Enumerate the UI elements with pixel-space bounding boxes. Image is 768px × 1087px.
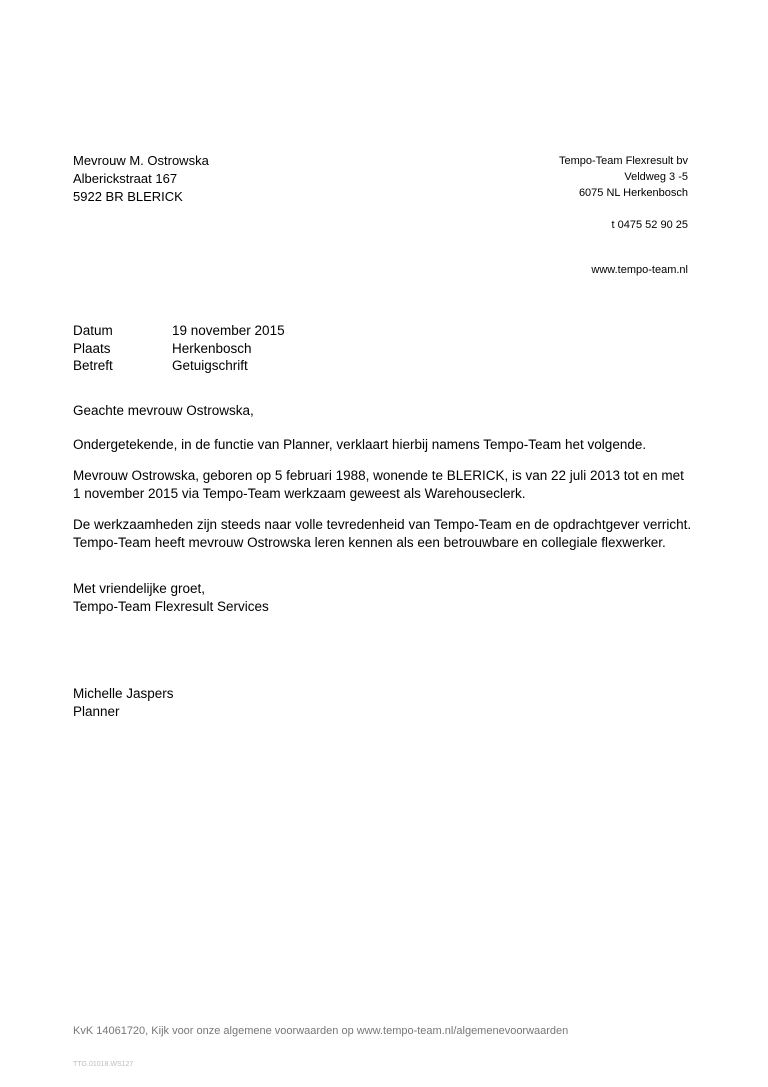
paragraph-1: Ondergetekende, in de functie van Planner, verklaart hierbij namens Tempo-Team het volgende. [73,437,647,452]
recipient-city: 5922 BR BLERICK [73,189,183,204]
meta-date-label: Datum [73,323,113,338]
closing-greeting: Met vriendelijke groet, [73,581,206,596]
salutation: Geachte mevrouw Ostrowska, [73,403,254,418]
signature-block [73,685,693,721]
closing [73,580,693,616]
paragraph-2: Mevrouw Ostrowska, geboren op 5 februari 1988, wonende te BLERICK, is van 22 juli 2013 tot en met 1 november 2015 via Tempo-Team werkzaam geweest als Warehouseclerk. [73,468,684,501]
sender-company: Tempo-Team Flexresult bv [559,155,688,167]
meta-row-date [73,322,285,340]
recipient-street: Alberickstraat 167 [73,171,178,186]
letter-meta [73,322,285,375]
sender-website: www.tempo-team.nl [591,264,688,276]
sender-street: Veldweg 3 -5 [624,171,688,183]
meta-row-subject [73,357,285,375]
recipient-address [73,152,209,206]
meta-row-place [73,340,285,358]
meta-subject-label: Betreft [73,358,113,373]
sender-city: 6075 NL Herkenbosch [578,187,688,199]
sender-phone: t 0475 52 90 25 [611,219,688,231]
signer-title: Planner [73,704,120,719]
meta-place-value: Herkenbosch [172,340,252,356]
recipient-name: Mevrouw M. Ostrowska [73,153,209,168]
paragraph-3: De werkzaamheden zijn steeds naar volle tevredenheid van Tempo-Team en de opdrachtgever verricht. Tempo-Team heeft mevrouw Ostrowska leren kennen als een betrouwbare en collegiale flexwerker. [73,517,692,550]
meta-subject-value: Getuigschrift [172,358,248,373]
closing-company: Tempo-Team Flexresult Services [73,599,269,614]
footer-text: KvK 14061720, Kijk voor onze algemene voorwaarden op www.tempo-team.nl/algemenevoorwaarden [73,1025,569,1037]
meta-date-value: 19 november 2015 [172,323,285,338]
document-reference: TTG.01018.WS127 [73,1061,134,1068]
signer-name: Michelle Jaspers [73,686,174,701]
meta-place-label: Plaats [73,340,111,356]
